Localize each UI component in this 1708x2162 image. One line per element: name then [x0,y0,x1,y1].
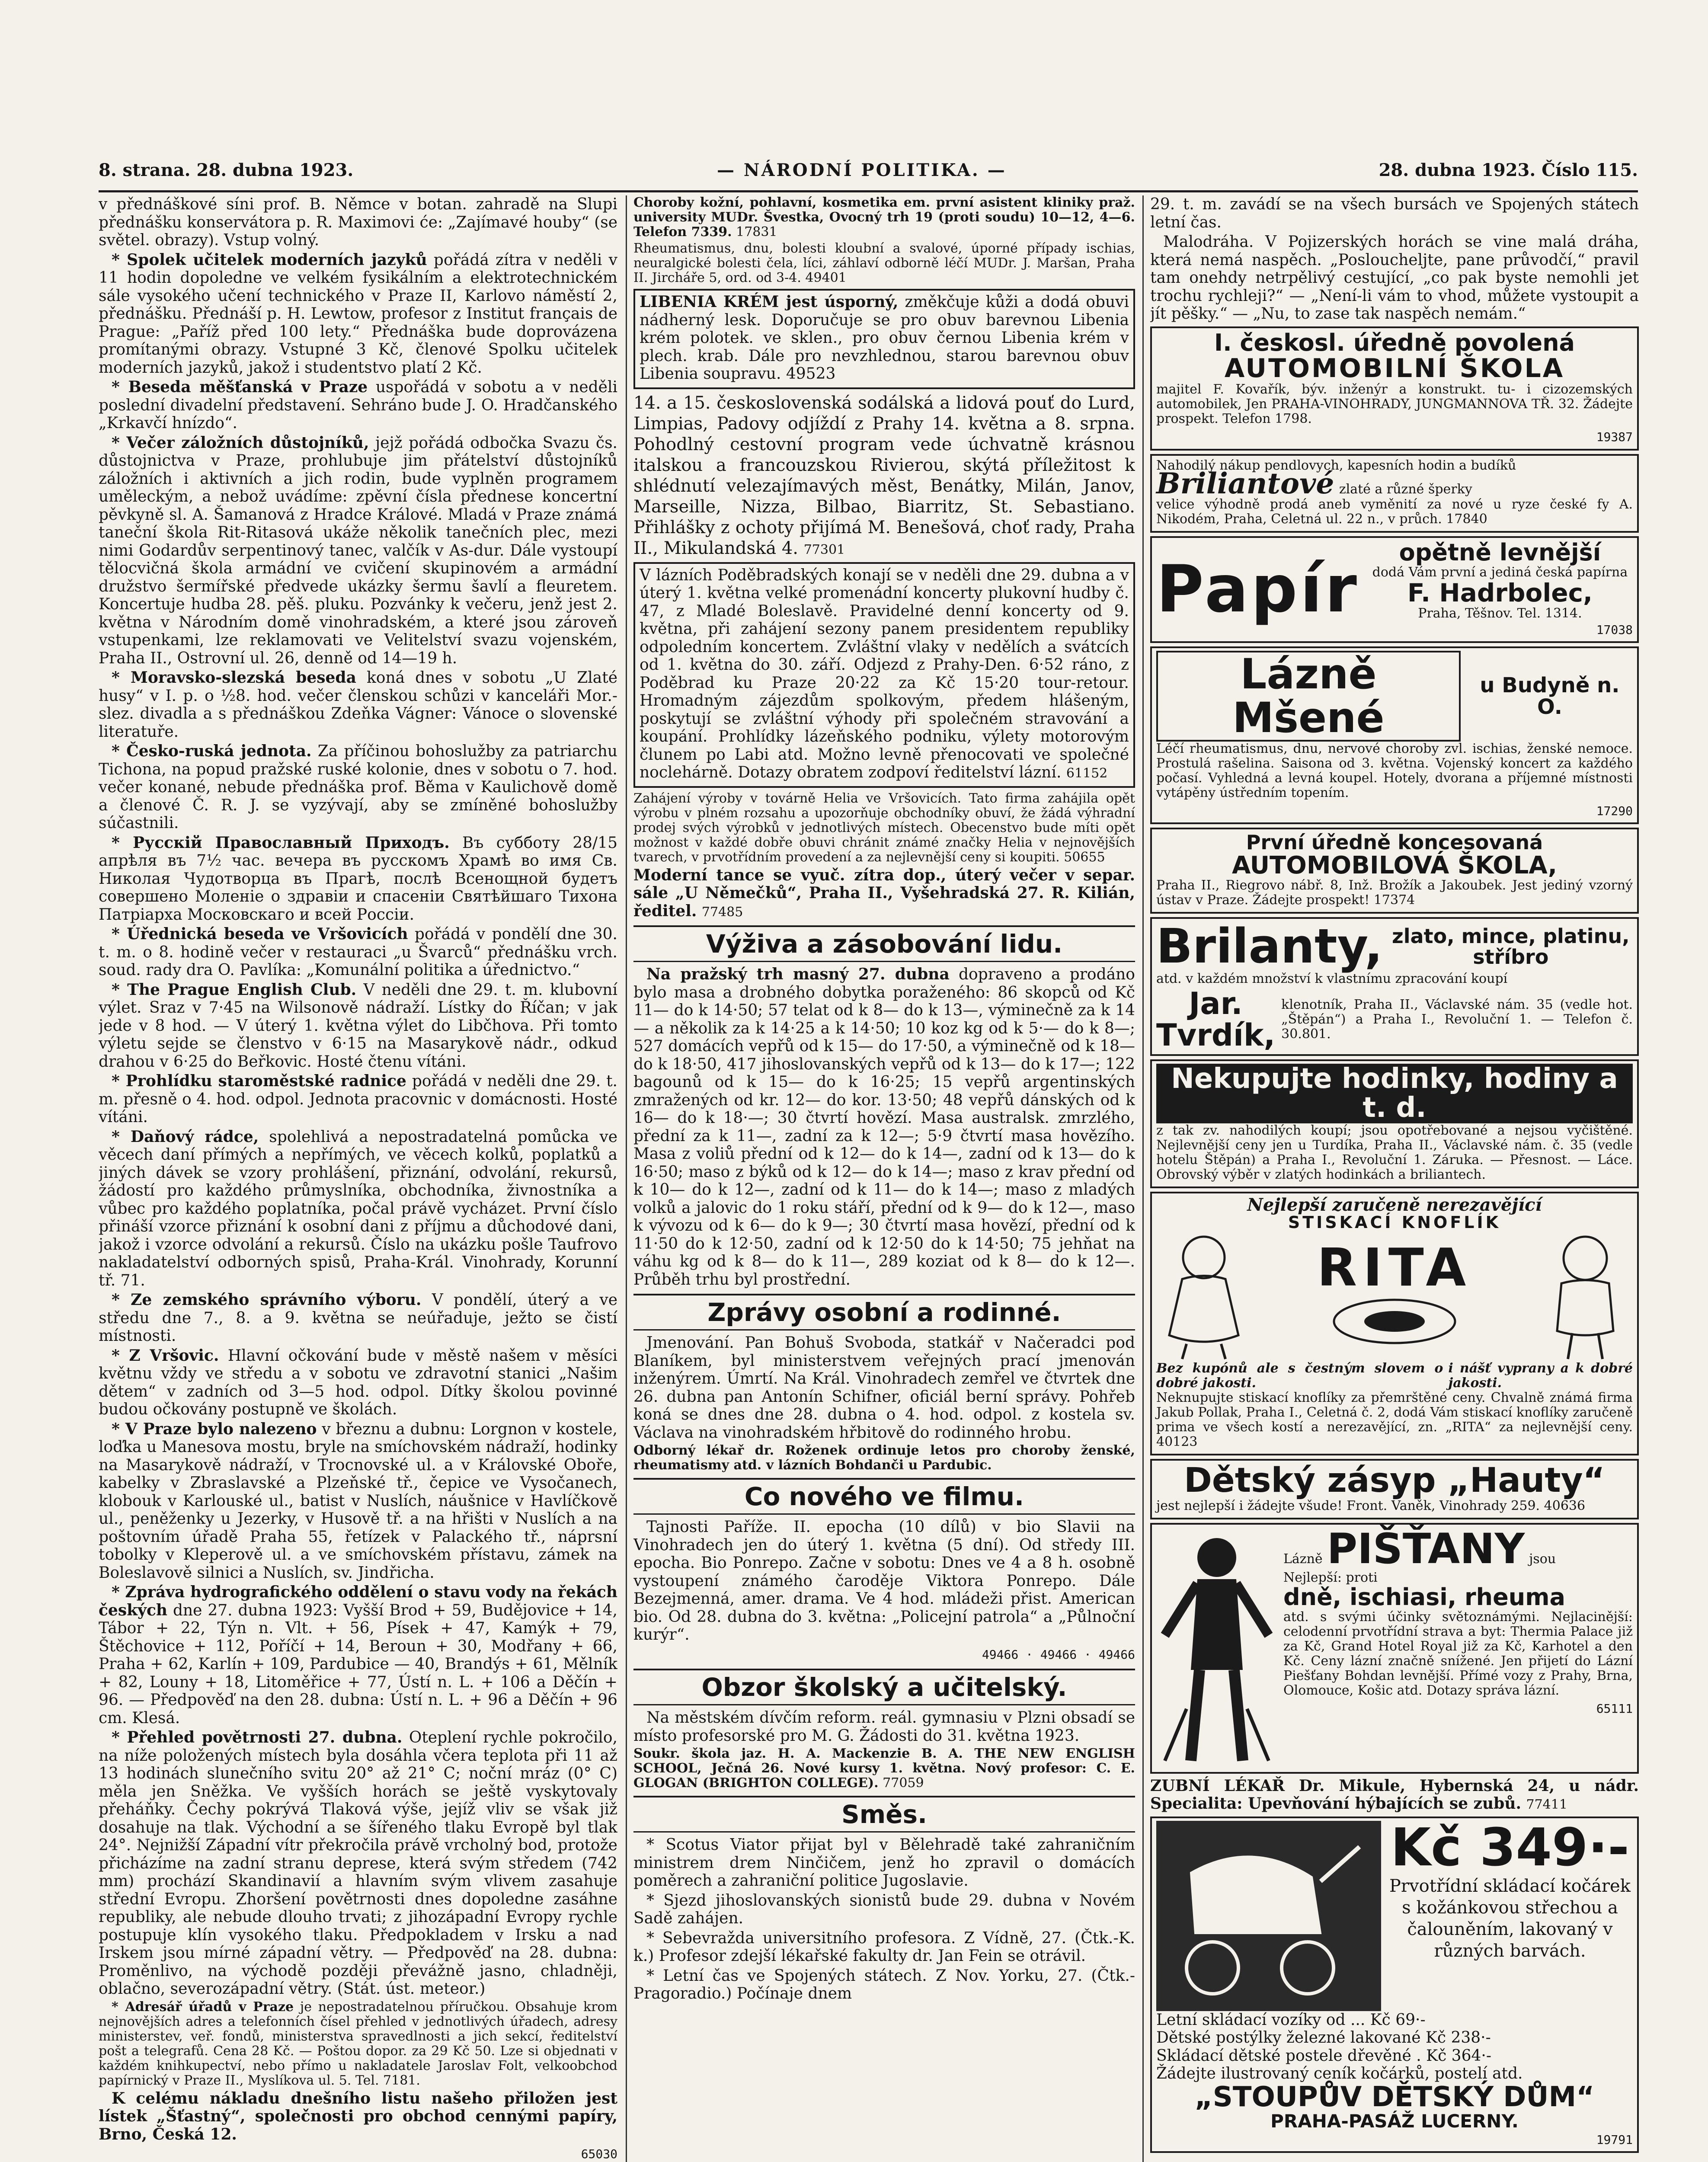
classified-text: Rheumatismus, dnu, bolesti kloubní a svalové, úporné případy ischias, neuralgické bolesti čela, líci, záhlaví odborně léčí MUDr. J. Maršan, Praha II. Jircháře 5, ord. od 3-4. [633,241,1135,285]
article [99,1347,617,1419]
nikodem-ad [1150,454,1639,533]
ad-title-row [1283,1524,1633,1573]
ad-code: 77059 [883,1775,924,1791]
ad-head: První úředně koncesovaná [1246,831,1543,854]
podebrady-text-block [640,566,1129,782]
ad-right [1283,1524,1633,1769]
article-head: * Zpráva hydrografického oddělení o stavu vody na řekách českých [99,1583,617,1619]
libenia-text: změkčuje kůži a dodá obuvi nádherný lesk. Doporučuje se pro obuv barevnou Libenia krém polotek. ve sklen., pro obuv černou Libenia krém v plech. krab. Dále pro nevzhlednou, starou barevnou obuv Libenia soupravu. [640,293,1129,383]
ad-text: atd. s svými účinky světoznámými. Nejlacinější: celodenní prvotřídní strava a byt: Thermia Palace již za Kč, Grand Hotel Royal již za Kč, Karhotel a den Kč. Ceny lázní značně snížené. Jen přijetí do Lázní Piešťany Bohdan levnější. Přímé vozy z Prahy, Brna, Olomouce, Košic atd. Dotazy správa lázní. [1283,1609,1633,1698]
ad-code: 19791 [1596,2132,1633,2147]
article-text: v březnu a dubnu: Lorgnon v kostele, loďka u Manesova mostu, bryle na smíchovském nádraží, hodinky na Masarykově nádraží, v Trocnovské ul. a v Královské Oboře, kabelky v Zbraslavské a Plzeňské tř., čepice ve Vysočanech, klobouk v Karlouské ul., batist v Nuslích, náušnice v Havlíčkově ul., peněženky u Jezerky, v Husově tř. a na hřišti v Nuslích a na poštovním úřadě Praha 55, řetízek v Palackého tř., náprsní tobolky v Kleperově ul. a ve smíchovském přístavu, zámek na Boleslavově silnici a Nuslích, sv. Jindřicha. [99,1420,617,1582]
ad-code: 77411 [1526,1797,1567,1813]
baby-icon [1538,1231,1633,1361]
article [99,669,617,741]
article-text: * Letní čas ve Spojených státech. Z Nov. Yorku, 27. (Čtk.-Pragoradio.) Počínaje dnem [633,1967,1135,2002]
ad-big: dně, ischiasi, rheuma [1283,1583,1565,1611]
film-codes: 49466 · 49466 · 49466 [982,1647,1135,1662]
ad-side: zlaté a různé šperky [1339,481,1472,497]
price-row: Dětské postýlky železné lakované Kč 238·- [1156,2029,1491,2047]
ad-code: 17831 [736,224,777,240]
ad-right [1387,1817,1633,2011]
ad-firm: „STOUPŮV DĚTSKÝ DŮM“ [1194,2081,1595,2113]
article [99,2000,617,2088]
ad-caption: i nášť vyprany a k dobré jakosti. [1448,1360,1633,1391]
article-head: * Přehled povětrnosti 27. dubna. [112,1728,403,1746]
article [99,251,617,377]
article-text: spolehlivá a nepostradatelná pomůcka ve věcech daní přímých a nepřímých, ve věcech kolků, poplatků a jiných dávek se vzory prohlášení, přiznání, odvolání, rekursů, žádostí pro každého průmyslníka, obchodníka, živnostníka a vůbec pro každého poplatníka, počal právě vycházet. První číslo přináší vzorce přiznání k osobní dani z příjmu a důchodové dani, jakož i vzorce odvolání a rekursů. Číslo na ukázku pošle Taufrovo nakladatelství odborných spisů, Praha-Král. Vinohrady, Korunní tř. 71. [99,1128,617,1289]
school-text: Soukr. škola jaz. H. A. Mackenzie B. A. THE NEW ENGLISH SCHOOL, Ječná 26. Nové kursy 1. května. Nový profesor: C. E. GLOGAN (BRIGHTON COLLEGE). [633,1746,1135,1791]
page-header [99,160,1638,186]
podebrady-text: V lázních Poděbradských konají se v neděli dne 29. dubna a v úterý 1. května velké promenádní koncerty plukovní hudby č. 47, z Mladé Boleslavě. Pravidelné denní koncerty od 9. května, při zahájení sezony panem presidentem republiky odpoledním koncertem. Zvláštní vlaky v nedělích a svátcích od 1. května do 30. září. Odjezd z Prahy-Den. 6·52 ráno, z Poděbrad ku Praze 20·22 za Kč 15·20 tour-retour. Hromadným zájezdům spolkovým, předem hlášeným, poskytují se zvláštní výhody při společném stravování a koupání. Prohlídky lázeňského podniku, výlety motorovým člunem po Labi atd. Možno levně přenocovati ve společné noclehárně. Dotazy obratem zodpoví ředitelství lázní. [640,566,1129,781]
notice [99,2090,617,2144]
column-divider [626,195,627,2162]
pilgrimage-ad [633,393,1135,559]
piestany-ad [1150,1523,1639,1774]
article-text: Malodráha. V Pojizerských horách se vine malá dráha, která nemá naspěch. „Posloucheljte, pane průvodčí,“ pravil tam onehdy netrpělivý cestující, „co pak byste nemohli jet trochu rychleji?“ — „Není-li vám to vhod, můžete vystoupit a jít pěšky.“ — „Nu, to zase tak naspěch nemám.“ [1150,233,1639,323]
hodinky-ad [1150,1059,1639,1188]
section-title: Zprávy osobní a rodinné. [633,1294,1135,1330]
article [99,1420,617,1582]
ad-code: 65111 [1596,1701,1633,1716]
ad-right [1367,540,1633,639]
pilgrimage-text: 14. a 15. československá sodálská a lidová pouť do Lurd, Limpias, Padovy odjíždí z Prahy 14. května a 8. srpna. Pohodlný cestovní program vede úchvatně krásnou italskou a francouzskou Rivierou, skýtá příležitost k shlédnutí velezajímavých měst, Benátky, Milán, Janov, Marseille, Nizza, Bilbao, Biarritz, St. Sebastiano. Přihlášky z ochoty přijímá M. Benešová, choť rady, Praha II., Mikulandská 4. [633,393,1135,558]
header-right: 28. dubna 1923. Číslo 115. [1379,160,1638,180]
rita-ad [1150,1192,1639,1455]
ad-best: Nejlepší: proti [1283,1570,1378,1586]
ad-title: Papír [1156,551,1359,627]
article-head: * Adresář úřadů v Praze [112,1999,294,2015]
stroller-icon [1156,1821,1381,2011]
ad-code: 40123 [1156,1434,1198,1449]
rita-captions [1156,1361,1633,1391]
ad-text-span: velice výhodně prodá aneb vyměnití za nové u ryze české fy A. Nikodém, Praha, Celetná ul. 22 n., v průch. [1156,497,1633,527]
helia-text: Zahájení výroby v továrně Helia ve Vršovicích. Tato firma zahájila opět výrobu v plném rozsahu a upozorňuje obchodníky obuví, že žádá výhradní prodej svých výrobků v jednotlivých místech. Obecenstvo bude míti opět možnost v každé dobře obuvi chránit známé značky Helia v nejnovějších tvarech, v prvotřídním provedení a za nejlevnější ceny si koupiti. [633,790,1135,865]
price-list [1156,2011,1633,2083]
ad-side: u Budyně n. O. [1480,673,1620,720]
article-text: Za příčinou bohoslužby za patriarchu Tichona, na popud pražské ruské kolonie, dnes v sobotu o 7. hod. večer konané, nebude přednáška prof. Běma v Kaulichově domě a členové Č. R. J. se vyzývají, aby se zmíněné bohoslužby súčastnili. [99,742,617,832]
article-text: * Scotus Viator přijat byl v Bělehradě také zahraničním ministrem drem Ninčičem, jenž ho zpravil o domácích poměrech a zahraniční politice Jugoslavie. [633,1836,1135,1890]
article-text: Oteplení rychle pokročilo, na níže položených místech byla dosáhla včera teplota při 11 až 13 hodinách slunečního svitu 20° až 21° C; noční mráz (0° C) měla jen Sněžka. Ve vyšších horách se ještě vyskytovaly přeháňky. Čechy pokrývá Tlaková výše, jejíž vliv se však již dosahuje na tlak. Východní a se šířeného tlaku Evropě byl tlak 24°. Nejnižší Západní vítr překročila právě vrcholný bod, protože přicházíme na zadní stranu deprese, která svým středem (742 mm) prochází Skandinavií a hlavním svým vlivem zasahuje střední Evropu. Zhoršení povětrnosti dnes dopoledne zasáhne republiky, ale nebude dlouho trvati; z jihozápadní Evropy rychle postupuje klín vysokého tlaku. Předpokladem v Irsku a nad Irskem jsou mírné západní větry. — Předpověď na 28. dubna: Proměnlivo, na východě později převážně jasno, chladněji, oblačno, severozápadní větry. (Stát. úst. meteor.) [99,1729,617,1998]
ad-code: 17840 [1446,512,1487,527]
ad-title: AUTOMOBILOVÁ ŠKOLA, [1231,851,1558,880]
article-text: je nepostradatelnou příručkou. Obsahuje krom nejnovějších adres a telefonních čísel přehled v jednotlivých úřadech, adresy ministerstev, veř. fondů, ministerstva spravedlnosti a jich sekcí, ředitelství pošt a telegrafů. Cena 28 Kč. — Poštou dopor. za 29 Kč 50. Lze si objednati v každém knihkupectví, nebo přímo u nakladatele Jaroslav Folt, velkoobchod papírnický v Praze II., Myslíkova ul. 5. Tel. 7181. [99,1999,617,2088]
article [99,834,617,924]
ad-head: I. českosl. úředně povolená [1214,329,1575,356]
article-text: koná dnes v sobotu „U Zlaté husy“ v I. p. o ½8. hod. večer členskou schůzi v kanceláři Mor.-slez. divadla a s přednáškou Zdeňka Vágner: Vánoce o slovenské literatuře. [99,669,617,741]
article-head: * Spolek učitelek moderních jazyků [112,250,427,269]
koncese-ad [1150,828,1639,914]
libenia-head: LIBENIA KRÉM jest úsporný, [640,293,899,311]
article [99,1072,617,1126]
dance-ad [633,867,1135,921]
libenia-ad [633,289,1135,389]
article [99,981,617,1071]
article-head: * Moravsko-slezská beseda [112,668,356,687]
ad-pre: Lázně [1283,1551,1323,1567]
article [99,1583,617,1727]
school-ad [633,1746,1135,1791]
ad-title: Brilanty, [1156,918,1383,974]
article-text: pořádá v pondělí dne 30. t. m. o 8. hodině večer v restauraci „u Švarců“ přednášku vrch. soud. rady dra O. Pavlíka: „Komunální politika a úřednictvo.“ [99,925,617,979]
article-text: * Sebevražda universitního profesora. Z Vídně, 27. (Čtk.-K. k.) Profesor zdejší lékařské fakulty dr. Jan Fein se otrávil. [633,1929,1135,1965]
ad-code: 19387 [1596,430,1633,445]
article [99,1128,617,1290]
article-head: * Beseda měšťanská v Praze [112,378,368,396]
rita-illustration [1156,1231,1633,1361]
ad-code: 49466 [1040,1647,1077,1662]
article-head: * Úřednická beseda ve Vršovicích [112,925,408,943]
ad-address: PRAHA-PASÁŽ LUCERNY. [1270,2110,1519,2132]
ad-code: 50655 [1064,849,1105,865]
ad-head: Nahodilý nákup pendlovych, kapesních hodin a budíků [1156,457,1516,473]
ad-code: 17290 [1596,803,1633,818]
column-2 [633,195,1135,2162]
article-text: pořádá v neděli dne 29. t. m. přesně o 4. hod. odpol. Jednota pracovnic v domácnosti. Hosté vítáni. [99,1072,617,1126]
article-text: V neděli dne 29. t. m. klubovní výlet. Sraz v 7·45 na Wilsonově nádraží. Lístky do Říčan; v jak jede v 8 hod. — V úterý 1. května výlet do Libčhova. Při tomto výletu sejde se členstvo v 6·15 na Masarykově nádr., odkud drahou v 6·25 do Beřkovic. Hosté čtenu vítáni. [99,981,617,1071]
ad-title: Briliantové [1156,466,1334,500]
doctor-text: Odborný lékař dr. Roženek ordinuje letos pro choroby ženské, rheumatismy atd. v lázních Bohdanči u Pardubic. [633,1443,1135,1473]
article-text: Jmenování. Pan Bohuš Svoboda, statkář v Načeradci pod Blaníkem, byl ministerstvem veřejných prací jmenován inženýrem. Úmrtí. Na Král. Vinohradech zemřel ve čtvrtek dne 26. dubna pan Antonín Schifner, oficiál berní správy. Pohřeb koná se dnes dne 28. dubna o 4. hod. odpol. z kostela sv. Václava na vinohradském hřbitově do rodinného hrobu. [633,1334,1135,1442]
article-text: Na městském dívčím reform. reál. gymnasiu v Plzni obsadí se místo profesorské pro M. G. Žádosti do 31. května 1923. [633,1709,1135,1745]
ad-text: Léčí rheumatismus, dnu, nervové choroby zvl. ischias, ženské nemoce. Prostulá rašelina. Saisona od 3. května. Vojenský koncert za každého počasí. Vyhledná a levná koupel. Hotely, dvorana a příjemné místnosti vytápěny ústředním topením. [1156,741,1633,800]
ad-code: 61152 [1066,766,1108,781]
article-head: * Русскій Православный Приходъ. [112,833,450,852]
ad-sub: STISKACÍ KNOFLÍK [1288,1212,1501,1232]
ad-title: PIŠŤANY [1327,1524,1525,1573]
article [99,378,617,432]
ad-code: 77485 [701,904,743,920]
article [99,925,617,979]
article-text: V pondělí, úterý a ve středu dne 7., 8. a 9. května se neúřaduje, ježto se čistí místnosti. [99,1291,617,1345]
ad-title-row [1156,918,1633,974]
article-head: * The Prague English Club. [112,980,357,999]
ad-text [1156,497,1633,527]
ad-side: zlato, mince, platinu, stříbro [1392,924,1630,969]
ad-title: Dětský zásyp „Hauty“ [1184,1461,1605,1500]
ad-text [1156,1391,1633,1449]
article [99,742,617,832]
ad-title: Lázně Mšené [1156,651,1461,742]
column-3 [1150,195,1639,2162]
helia-ad [633,791,1135,865]
ad-title: Nekupujte hodinky, hodiny a t. d. [1156,1064,1633,1123]
ad-caption: Bez kupónů ale s čestným slovem o dobré jakosti. [1156,1360,1443,1391]
article-head: Na pražský trh masný 27. dubna [646,965,950,983]
ad-code: 77301 [803,542,845,557]
ad-text-span: jest nejlepší i žádejte všude! Front. Vaněk, Vinohrady 259. [1156,1498,1540,1513]
notice-text: K celému nákladu dnešního listu našeho přiložen jest lístek „Šťastný“, společnosti pro obchod cennými papíry, Brno, Česká 12. [99,2089,617,2143]
classified-ad [633,195,1135,240]
ad-text-span: Praha II., Riegrovo nábř. 8, Inž. Brožík a Jakoubek. Jest jediný vzorný ústav v Praze. Žádejte prospekt! [1156,878,1633,908]
doctor-ad [633,1443,1135,1473]
ad-firm: Jar. Tvrdík, [1156,985,1276,1053]
ad-side: jsou [1529,1551,1556,1567]
header-rule [99,190,1638,192]
ad-address: klenotník, Praha II., Václavské nám. 35 (vedle hot. „Štěpán“) a Praha I., Revoluční 1. — Telefon č. 30.801. [1281,997,1633,1042]
ad-text: z tak zv. nahodilých koupí; jsou opotřebované a nejsou vyčištěné. Nejlevnější ceny jen u Turdíka, Praha II., Václavské nám. č. 35 (vedle hotelu Štěpán) a Praha I., Revoluční 1. Záruka. — Přesnost. — Láce. Obrovský výběr v zlatých hodinkách a briliantech. [1156,1123,1633,1183]
classified-ad [633,241,1135,285]
ad-title: Kč 349·- [1391,1817,1629,1878]
article-text: pořádá zítra v neděli v 11 hodin dopoledne ve velkém fysikálním a elektrotechnickém sále vysokého učení technického v Praze II, Karlovo náměstí 2, přednášku. Přednáší p. H. Lewtow, profesor z Institut français de Prague: „Paříž před 100 lety.“ Přednáška bude doprovázena promítanými obrazy. Vstupné 3 Kč, členové Spolku učitelek moderních jazyků, jakož i studentstvo platí 2 Kč. [99,251,617,377]
article-head: * Česko-ruská jednota. [112,742,312,760]
ad-text: majitel F. Kovařík, býv. inženýr a konstrukt. tu- i cizozemských automobilek, Jen PRAHA-VINOHRADY, JUNGMANNOVA TŘ. 32. Žádejte prospekt. Telefon 1798. [1156,382,1633,427]
ad-address: Praha, Těšnov. Tel. 1314. [1418,605,1582,621]
article-text: Tajnosti Paříže. II. epocha (10 dílů) v bio Slavii na Vinohradech jen do úterý 1. května (5 dní). Od středy III. epocha. Bio Ponrepo. Začne v sobotu: Dnes ve 4 a 8 h. osobně vystoupení známého čaroděje Viktora Ponrepo. Dále Bezejmenná, amer. drama. Ve 4 hod. mládeži přist. American bio. Od 28. dubna do 3. května: „Policejní patrola“ a „Půlnoční kurýr“. [633,1518,1135,1644]
column-divider [1142,195,1144,2162]
ad-text: Prvotřídní skládací kočárek s kožánkovou střechou a čalouněním, lakovaný v různých barvách. [1389,1876,1631,1961]
ad-code: 49523 [786,365,836,383]
article-head: * Z Vršovic. [112,1346,219,1365]
cured-man-icon [1156,1527,1277,1769]
price-row: Skládací dětské postele dřevěné . Kč 364·- [1156,2047,1492,2065]
podebrady-ad [633,562,1135,788]
article [99,1291,617,1345]
section-title: Výživa a zásobování lidu. [633,925,1135,962]
libenia-text-block [640,293,1129,383]
ad-code: 49466 [1098,1647,1135,1662]
brilanty-ad [1150,917,1639,1056]
article-text: dne 27. dubna 1923: Vyšší Brod + 59, Budějovice + 14, Tábor + 22, Týn n. Vlt. + 56, Písek + 47, Kamýk + 79, Štěchovice + 112, Poříčí + 14, Beroun + 30, Modřany + 66, Praha + 62, Karlín + 109, Pardubice — 40, Brandýs + 61, Mělník + 82, Louny + 18, Litoměřice + 77, Ústí n. L. + 106 a Děčín + 96. — Předpověď na den 28. dubna: Ústí n. L. + 96 a Děčín + 96 cm. Klesá. [99,1601,617,1727]
article-head: * Večer záložních důstojníků, [112,433,369,452]
article-head: * Daňový rádce, [112,1127,259,1146]
ad-text: atd. v každém množství k vlastnímu zpracování koupí [1156,971,1508,986]
ad-title-row [1156,651,1633,742]
stroller-top [1156,1817,1633,2011]
section-title: Co nového ve filmu. [633,1478,1135,1515]
article-text: dopraveno a prodáno bylo masa a drobného dobytka poraženého: 86 skopců od Kč 11— do k 14·50; 57 telat od k 8— do k 13—, výminečně za k 14— a několik za k 14·25 a k 14·50; 10 koz kg od k 5·— do k 8—; 527 domácích vepřů od k 15— do 17·50, a výminečně od k 18— do k 18·50, 417 jihoslovanských vepřů od k 13— do k 17—; 122 bagounů od k 15— do k 16·25; 15 vepřů argentinských zmražených od kr. 12— do kor. 13·50; 48 vepřů dánských od k 16— do k 18·—; 30 čtvrtí hovězí. Masa australsk. zmrzlého, přední za k 11—, zadní za k 12—; 5·9 čtvrtí masa hovězího. Masa z voliů přední od k 12— do k 14—, zadní od k 13— do k 16·50; maso z býků od k 12— do k 14—; maso z krav přední od k 10— do k 12—, zadní od k 11— do k 14—; maso z mladých volků a jalovic do 1 roku stáří, přední od k 9— do k 12—, maso k vývozu od k 6— do k 9—; 30 čtvrtí masa hovězí, přední od k 11·50 do k 12·50, zadní od k 12·50 do k 14·50; 75 jehňat na váhu kg od k 8— do k 11—, 289 koziat od k 8— do k 12—. Průběh trhu byl prostřední. [633,966,1135,1289]
ad-head: Nejlepší zaručeně nerezavějící [1247,1195,1542,1215]
papir-ad [1150,536,1639,643]
stroller-ad [1150,1817,1639,2153]
article [99,434,617,668]
section-title: Obzor školský a učitelský. [633,1669,1135,1705]
article-text: 29. t. m. zavádí se na všech bursách ve Spojených státech letní čas. [1150,195,1639,231]
article-text: v přednáškové síni prof. B. Němce v botan. zahradě na Slupi přednášku konservátora p. R. Maximovi će: „Zajímavé houby“ (se světel. obrazy). Vstup volný. [99,195,617,249]
ad-sub: dodá Vám první a jediná česká papírna [1372,564,1628,580]
header-left: 8. strana. 28. dubna 1923. [99,160,354,180]
auto-school-ad [1150,326,1639,451]
article-head: * Ze zemského správního výboru. [112,1291,422,1309]
article [99,1729,617,1998]
header-title: — NÁRODNÍ POLITIKA. — [717,160,1007,180]
ad-code: 49401 [805,270,847,285]
section-title: Směs. [633,1796,1135,1833]
ad-code: 65030 [581,2147,617,2161]
zasyp-ad [1150,1459,1639,1519]
ad-side: opětně levnější [1399,539,1601,566]
ad-title-row [1156,466,1633,500]
article-text: Hlavní očkování bude v městě našem v měsíci květnu vždy ve středu a v sobotu ve zdravotní stanici „Našim dětem“ v zadních od 3—5 hod. odpol. Dítky školou povinné budou očkovány postupně ve školách. [99,1346,617,1418]
article-head: * V Praze bylo nalezeno [112,1420,317,1438]
ad-code: 49466 [982,1647,1019,1662]
article-text: uspořádá v sobotu a v neděli poslední divadelní představení. Sehráno bude J. O. Hradčanského „Krkavčí hnízdo“. [99,378,617,432]
ad-code: 17038 [1596,622,1633,637]
ad-code: 17374 [1373,892,1415,908]
article-text: Въ субботу 28/15 апрѣля въ 7½ час. вечера въ русскомъ Храмѣ во имя Св. Николая Чудотворца въ Прагѣ, послѣ Всенощной будетъ совершено Моленіе о здравіи и спасеніи Святѣйшаго Тихона Патріарха Московскаго и всей Россіи. [99,834,617,924]
rita-center [1317,1238,1472,1352]
column-1 [99,195,617,2162]
dentist-ad [1150,1777,1639,1813]
ad-firm: F. Hadrbolec, [1407,578,1593,608]
ad-code: 40636 [1544,1498,1586,1513]
ad-title: AUTOMOBILNÍ ŠKOLA [1224,353,1565,384]
ad-text [1156,878,1633,908]
ad-text [1156,1499,1633,1513]
article-text: * Sjezd jihoslovanských sionistů bude 29. dubna v Novém Sadě zahájen. [633,1891,1135,1927]
article [633,966,1135,1289]
dance-text: Moderní tance se vyuč. zítra dop., úterý večer v separ. sále „U Němečků“, Praha II., Vyšehradská 27. R. Kilián, ředitel. [633,866,1135,920]
msene-ad [1150,646,1639,824]
doll-icon [1156,1231,1251,1361]
ad-firm-row [1156,985,1633,1053]
dentist-text: ZUBNÍ LÉKAŘ Dr. Mikule, Hybernská 24, u nádr. Specialita: Upevňování hýbajících se zubů. [1150,1776,1639,1813]
article-text: jejž pořádá odbočka Svazu čs. důstojnictva v Praze, prohlubuje jim přátelství důstojníků záložních i aktivních a jich rodin, bude vyplněn programem uměleckým, a nebož uvádíme: zpěvní čísla přednese koncertní pěvkyně sl. A. Šamanová z Hradce Králové. Mladá v Praze známá taneční škola Rit-Ritasová ukáže několik tanečních plec, mezi nimi Godardův serpentinový tanec, valčík v As-dur. Dále vystoupí tělocvičná škola armádní ve cvičení skupinovém a armádní družstvo šermířské předvede ukázky šermu šavlí a fleuretem. Koncertuje hudba 28. pěš. pluku. Pozvánky k večeru, jenž jest 2. května v Národním domě vinohradském, a které jsou zároveň vstupenkami, lze reklamovati ve Velitelství svazu vojenském, Praha II., Ostrovní ul. 26, denně od 14—19 h. [99,434,617,667]
price-row: Letní skládací vozíky od ... Kč 69·- [1156,2011,1426,2029]
button-snap-icon [1330,1295,1459,1347]
ad-text-span: Neknupujte stiskací knoflíky za přemrštěné ceny. Chvalně známá firma Jakub Pollak, Praha I., Celetná č. 2, dodá Vám stiskací knoflíky zaručeně prima ve všech kostí a nerezavějící, zn. „RITA“ za nejlevnější ceny. [1156,1390,1633,1435]
classified-text: Choroby kožní, pohlavní, kosmetika em. první asistent kliniky praž. university MUDr. Švestka, Ovocný trh 19 (proti soudu) 10—12, 4—6. Telefon 7339. [633,195,1135,240]
ad-title: RITA [1317,1238,1472,1298]
article-head: * Prohlídku staroměstské radnice [112,1072,406,1090]
price-row: Žádejte ilustrovaný ceník kočárků, postelí atd. [1156,2065,1523,2083]
